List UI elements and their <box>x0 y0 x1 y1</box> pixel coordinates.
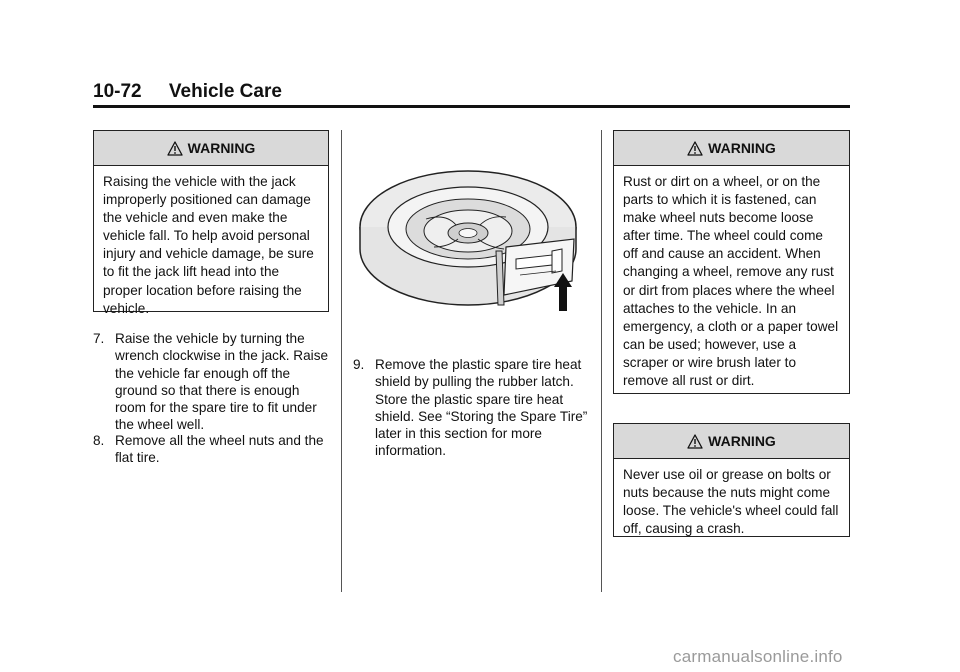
watermark: carmanualsonline.info <box>673 647 843 666</box>
step-number: 9. <box>353 357 365 372</box>
step-text: Raise the vehicle by turning the wrench clockwise in the jack. Raise the vehicle far enough off the ground so that there is enough room for the spare tire to fit under the wheel well. <box>115 331 329 433</box>
warning-title: WARNING <box>708 433 776 449</box>
spare-tire-illustration <box>356 155 588 315</box>
warning-icon <box>687 141 703 156</box>
warning-title: WARNING <box>187 140 256 156</box>
step-8 <box>93 432 331 467</box>
step-text: Remove the plastic spare tire heat shield by pulling the rubber latch. Store the plastic spare tire heat shield. See “Storing the Spare Tire” later in this section for more information. <box>375 357 588 459</box>
step-number: 8. <box>93 433 105 448</box>
warning-text: Raising the vehicle with the jack improperly positioned can damage the vehicle and even make the vehicle fall. To help avoid personal injury and vehicle damage, be sure to fit the jack lift head into the proper location before raising the vehicle. <box>103 174 314 316</box>
section-title: Vehicle Care <box>168 81 282 102</box>
step-9 <box>353 356 593 460</box>
column-divider <box>601 130 602 592</box>
step-number: 7. <box>93 331 105 346</box>
warning-header <box>614 424 849 459</box>
page-header <box>93 82 850 108</box>
page-number: 10-72 <box>93 81 142 102</box>
warning-header <box>614 131 849 166</box>
warning-text: Rust or dirt on a wheel, or on the parts to which it is fastened, can make wheel nuts become loose after time. The wheel could come off and cause an accident. When changing a wheel, remove any rust or dirt from places where the wheel attaches to the vehicle. In an emergency, a cloth or a paper towel can be used; however, use a scraper or wire brush later to remove all rust or dirt. <box>623 174 839 389</box>
step-text: Remove all the wheel nuts and the flat tire. <box>115 433 324 466</box>
warning-box-oil <box>613 423 850 537</box>
warning-box-rust <box>613 130 850 394</box>
warning-icon <box>687 434 703 449</box>
warning-title: WARNING <box>708 140 776 156</box>
step-7 <box>93 330 331 434</box>
warning-header <box>94 131 328 166</box>
warning-box-jack <box>93 130 329 316</box>
column-divider <box>341 130 342 592</box>
warning-icon <box>167 141 183 156</box>
warning-text: Never use oil or grease on bolts or nuts because the nuts might come loose. The vehicle's wheel could fall off, causing a crash. <box>623 467 839 537</box>
